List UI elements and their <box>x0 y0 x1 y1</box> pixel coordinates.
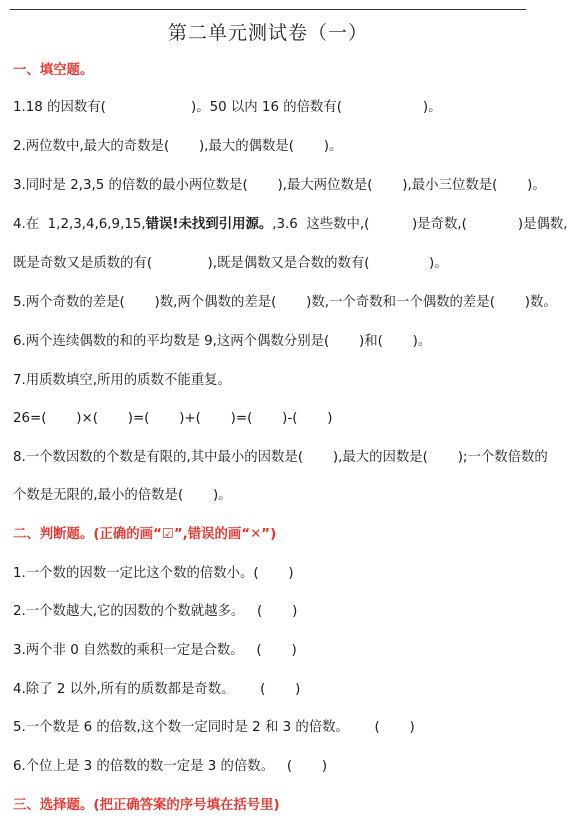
question-line: 8.一个数因数的个数是有限的,其中最小的因数是( ),最大的因数是( );一个数倍数的 <box>13 450 548 465</box>
error-reference-text: 错误!未找到引用源。 <box>145 217 273 232</box>
question-line: 1.18 的因数有( )。50 以内 16 的倍数有( )。 <box>13 100 442 115</box>
question-line: 5.一个数是 6 的倍数,这个数一定同时是 2 和 3 的倍数。 ( ) <box>13 720 415 735</box>
question-line: 3.同时是 2,3,5 的倍数的最小两位数是( ),最大两位数是( ),最小三位数是( )。 <box>13 178 546 193</box>
question-line: 2.两位数中,最大的奇数是( ),最大的偶数是( )。 <box>13 139 343 154</box>
question-text: 4.在 1,2,3,4,6,9,15, <box>13 217 146 232</box>
question-line: 26=( )×( )=( )+( )=( )-( ) <box>13 411 333 426</box>
question-line <box>13 217 568 233</box>
question-line: 4.除了 2 以外,所有的质数都是奇数。 ( ) <box>13 682 301 697</box>
question-line: 1.一个数的因数一定比这个数的倍数小。( ) <box>13 566 294 581</box>
question-line: 7.用质数填空,所用的质数不能重复。 <box>13 373 231 388</box>
header-rule <box>10 9 526 10</box>
question-text: ,3.6 这些数中,( )是奇数,( )是偶数, <box>272 217 568 232</box>
question-line: 3.两个非 0 自然数的乘积一定是合数。 ( ) <box>13 643 297 658</box>
section-heading-fill-blank: 一、填空题。 <box>13 63 94 78</box>
question-line: 6.两个连续偶数的和的平均数是 9,这两个偶数分别是( )和( )。 <box>13 334 432 349</box>
question-line: 既是奇数又是质数的有( ),既是偶数又是合数的数有( )。 <box>13 256 448 271</box>
section-heading-true-false: 二、判断题。(正确的画“☑”,错误的画“✕”) <box>13 527 277 542</box>
question-line: 个数是无限的,最小的倍数是( )。 <box>13 488 232 503</box>
section-heading-multiple-choice: 三、选择题。(把正确答案的序号填在括号里) <box>13 798 280 813</box>
question-line: 5.两个奇数的差是( )数,两个偶数的差是( )数,一个奇数和一个偶数的差是( )数。 <box>13 295 557 310</box>
question-line: 2.一个数越大,它的因数的个数就越多。 ( ) <box>13 604 298 619</box>
question-line: 6.个位上是 3 的倍数的数一定是 3 的倍数。 ( ) <box>13 759 328 774</box>
page-title: 第二单元测试卷（一） <box>167 22 368 44</box>
